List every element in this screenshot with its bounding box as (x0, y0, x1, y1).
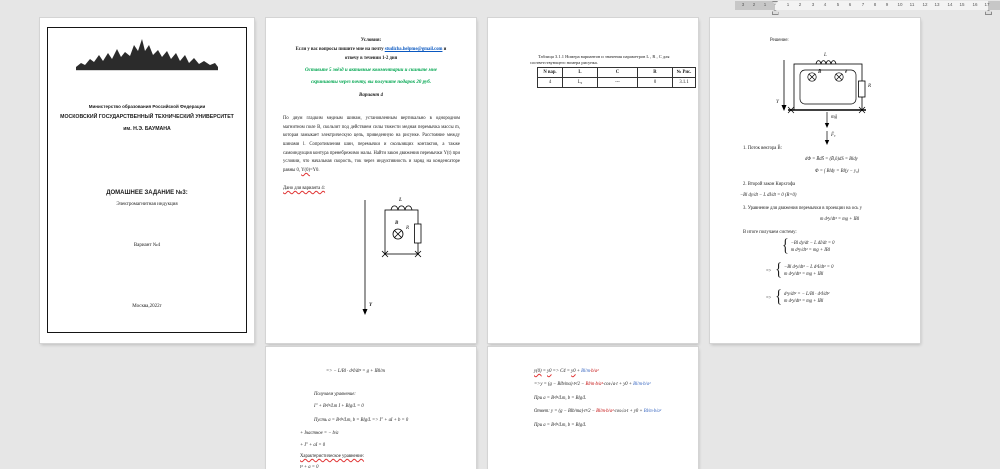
axis-label: Y (776, 100, 779, 105)
equation-system-1 (782, 239, 835, 255)
contact-suffix: и (442, 47, 447, 52)
eq-part: y0 (571, 369, 576, 374)
eq-part: Bl/m·b/a² (585, 382, 603, 387)
parameters-line-2: При a = B²l²/Lm, b = Blg/L (534, 423, 586, 428)
ruler-number: 3 (741, 2, 745, 7)
eq-part: ·cos√a·t + y0 + (602, 382, 634, 387)
eq-part: Bl/m·b/a² (633, 382, 651, 387)
page-6-answer[interactable] (488, 347, 698, 469)
eq-part: Bl/m·b/a² (643, 409, 662, 414)
ruler-number: 10 (897, 2, 903, 7)
contact-line-1 (266, 47, 476, 52)
newton-equation: m d²y/dt² = mg + IBl (820, 217, 860, 222)
ruler-text-area (775, 1, 988, 10)
system-row: m d²y/dt² = mg + IBl (790, 247, 830, 253)
contact-prefix: Если у вас вопросы пишите мне на почту (295, 47, 385, 52)
homogeneous-equation: + I″ + aI = 0 (300, 443, 326, 448)
page-4-solution[interactable] (710, 18, 920, 343)
parameters-line-1: При a = B²l²/Lm, b = Blg/L (534, 396, 586, 401)
answer-line (534, 409, 661, 414)
ruler-number: 9 (885, 2, 889, 7)
implies-arrow: => (766, 268, 772, 274)
right-indent-marker[interactable] (985, 10, 992, 15)
problem-text-c: =Y0. (310, 168, 320, 174)
field-label: B (395, 221, 399, 226)
cell-L: L₀ (563, 78, 598, 88)
eq-part: = (541, 369, 548, 374)
contact-line-2: отвечу в течении 1-2 дня (344, 56, 398, 61)
step-1-label: 1. Поток вектора B̄: (743, 146, 782, 151)
ministry-line: Министерство образования Российской Федерации (88, 104, 206, 109)
eq-part: =>y = (g − Blb/ma)·t²/2 − (534, 382, 586, 387)
ruler-number: 1 (786, 2, 790, 7)
university-name2: им. Н.Э. БАУМАНА (123, 126, 171, 132)
flux-equation-2: Φ = ∫ Bldy = Bl(y − y₀) (815, 169, 860, 174)
cell-C: --- (598, 78, 638, 88)
ruler-number: 1 (763, 2, 767, 7)
eq-part: y0 (547, 369, 552, 374)
header-cell: № Рис. (673, 68, 696, 78)
cell-R: 0 (638, 78, 673, 88)
university-logo (72, 36, 222, 76)
characteristic-equation: t² + a = 0 (300, 465, 319, 469)
derived-equation-1: => − L/Bl · d²I/dt² = g + IBl/m (326, 369, 385, 374)
ruler-number: 15 (959, 2, 965, 7)
ruler-number: 4 (823, 2, 827, 7)
system-row: d²y/dt² = − L/Bl · d²I/dt² (784, 292, 830, 298)
left-indent-marker[interactable] (772, 10, 779, 15)
gravity-label: mḡ (831, 115, 838, 120)
y-axis-arrowhead (363, 309, 368, 315)
solution-title: Решение: (770, 38, 789, 43)
resistor-symbol (415, 224, 422, 243)
equation-system-2 (766, 263, 833, 279)
ruler-number: 7 (861, 2, 865, 7)
system-row: −Bl dy/dt − L dI/dt = 0 (790, 241, 835, 247)
emf-label: ē (845, 70, 848, 75)
promo-line-1: Оставьте 5 звёзд и активные комментарии и скиньте мне (305, 68, 437, 73)
resistor-symbol (859, 81, 866, 97)
page-3-table[interactable] (488, 18, 698, 343)
cell-figure: 3.1.1 (673, 78, 696, 88)
system-row: m d²y/dt² = mg + IBl (784, 298, 824, 304)
eq-part: ·cos√a·t + y0 + (613, 409, 644, 414)
system-brace: { (775, 288, 783, 307)
system-brace: { (775, 261, 783, 280)
ruler-number: 13 (934, 2, 940, 7)
eq-part: y(0) (534, 369, 542, 374)
ode-equation: I″ + B²l²/Lm I + Blg/L = 0 (314, 404, 364, 409)
page-1-title[interactable] (40, 18, 254, 343)
derive-label: Получаем уравнение: (314, 392, 356, 397)
solution-circuit-figure (776, 53, 888, 148)
system-brace: { (782, 237, 789, 256)
step-3-label: 3. Уравнение для движения перемычки в проекции на ось y (743, 206, 862, 211)
header-cell: N вар. (538, 68, 563, 78)
inductor-label: L (824, 53, 827, 58)
system-intro: В итоге получаем систему: (743, 230, 797, 235)
force-label: F̄ₐ (831, 133, 836, 138)
resistor-label: R (868, 84, 872, 89)
problem-text (283, 115, 460, 176)
variant-number: Вариант №4 (133, 243, 161, 248)
eq-part: Bl/m·b/a² (596, 409, 614, 414)
force-arrowhead (825, 140, 829, 145)
equation-system-3 (766, 290, 829, 306)
header-cell: L (563, 68, 598, 78)
characteristic-label: Характеристическое уравнение: (300, 454, 365, 459)
gravity-arrowhead (825, 123, 829, 128)
homework-subject: Электромагнитная индукция (116, 202, 178, 207)
ruler-number: 6 (848, 2, 852, 7)
eq-part: => C4 = (551, 369, 572, 374)
inductor-coil (816, 61, 836, 64)
page-5-derivation[interactable] (266, 347, 476, 469)
inductor-coil (391, 206, 412, 210)
table-caption: Таблица 3.1.1 Номера вариантов и значения параметров L , R , C для соответствующего номера рисунка. (530, 54, 670, 65)
homework-title: ДОМАШНЕЕ ЗАДАНИЕ №3: (106, 190, 188, 196)
ruler-number: 16 (972, 2, 978, 7)
eq-part: Ответ: y = (g − Blb/ma)·t²/2 − (534, 409, 597, 414)
circuit-figure (358, 194, 428, 324)
y-axis-arrowhead (782, 105, 787, 111)
ruler-number: 8 (873, 2, 877, 7)
given-label: Дано для варианта 4: (283, 186, 326, 191)
flux-equation-1: dΦ = B̄dS̄ = (B̄,n̄)dS = Bldy (805, 157, 858, 162)
system-row: m d²y/dt² = mg + IBl (784, 271, 824, 277)
step-2-label: 2. Второй закон Кирхгофа (743, 182, 796, 187)
particular-solution: + Iчастное = − b/a (300, 431, 339, 436)
ruler-number: 2 (798, 2, 802, 7)
conditions-title: Условия: (360, 38, 382, 43)
email-link[interactable]: studizba.helpme@gmail.com (384, 47, 443, 52)
implies-arrow: => (766, 295, 772, 301)
substitution-equation: Пусть a = B²l²/Lm, b = Blg/L => I″ + aI + b = 0 (314, 418, 409, 423)
ruler-number: 14 (947, 2, 953, 7)
field-label: B̄ (818, 70, 822, 75)
table-header-row (538, 68, 696, 78)
inductor-label: L (399, 198, 403, 203)
eq-part: ·b/a² (589, 369, 599, 374)
resistor-label: R (406, 226, 410, 231)
initial-condition-line (534, 369, 599, 374)
problem-text-a: По двум гладким медным шинам, установленным вертикально в однородном магнитном поле В, скользит под действием силы тяжести медная перемычка массы m, которая замыкает электрическую цепь, приведенную на рисунке. Расстояние между шинами l. Сопротивления шин, перемычки и скользящих контактов, а также самоиндукция контура пренебрежимо малы. Найти закон движения перемычки Y(t) при условии, что начальная скорость, ток через индуктивность и заряд на конденсаторе равны 0, (283, 116, 460, 174)
page-2-problem[interactable] (266, 18, 476, 343)
promo-line-2: скриншоты через почту, вы получите подарок 20 руб. (311, 80, 431, 85)
ruler-number: 2 (752, 2, 756, 7)
solution-line (534, 382, 651, 387)
kirchhoff-equation: −Bl dy/dt − L dI/dt = 0 (R=0) (740, 193, 797, 198)
header-cell: C (598, 68, 638, 78)
ruler-number: 12 (922, 2, 928, 7)
variant-heading: Вариант 4 (358, 93, 384, 98)
ruler-number: 11 (909, 2, 915, 7)
cell-variant: 4 (538, 78, 563, 88)
city-year: Москва,2022г (132, 304, 162, 309)
axis-label: Y (369, 303, 373, 308)
eq-part: + (575, 369, 582, 374)
horizontal-ruler[interactable] (735, 1, 1000, 10)
ruler-number: 3 (811, 2, 815, 7)
table-row (538, 78, 696, 88)
university-name: МОСКОВСКИЙ ГОСУДАРСТВЕННЫЙ ТЕХНИЧЕСКИЙ УНИВЕРСИТЕТ (60, 114, 234, 120)
parameters-table (537, 67, 696, 88)
eq-part: Bl/m (581, 369, 590, 374)
ruler-number: 5 (836, 2, 840, 7)
system-row: −Bl d²y/dt² − L d²I/dt² = 0 (784, 265, 834, 271)
problem-text-b: Y(0) (301, 168, 311, 174)
header-cell: R (638, 68, 673, 78)
ruler-number: 17 (984, 2, 990, 7)
